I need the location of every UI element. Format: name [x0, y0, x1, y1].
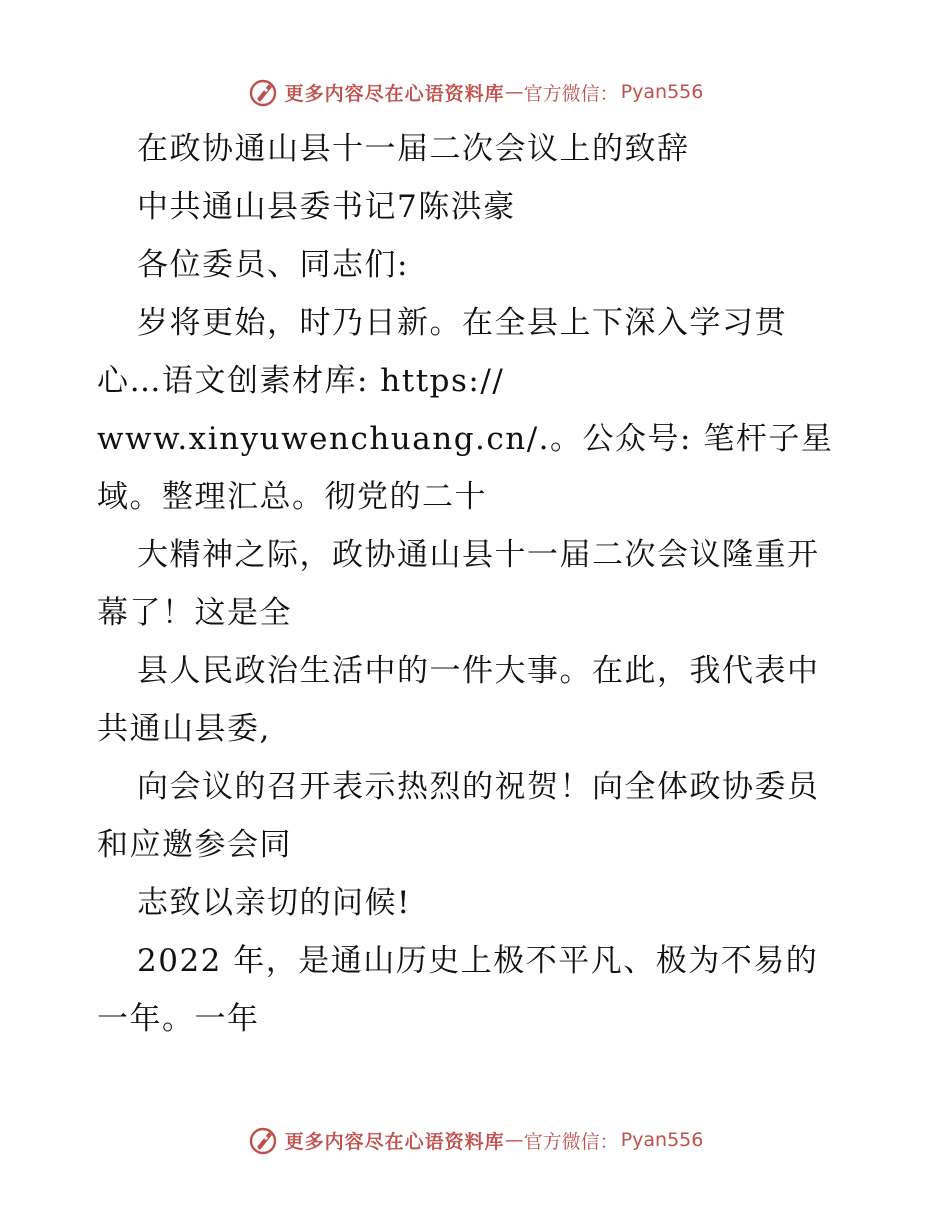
banner-wechat-label: 官方微信：: [523, 82, 619, 105]
footer-banner: [0, 1120, 950, 1160]
pen-nib-logo-icon: [247, 76, 279, 108]
header-banner: [0, 72, 950, 112]
text-line: 在政协通山县十一届二次会议上的致辞: [137, 131, 690, 167]
banner-separator: —: [504, 1129, 524, 1151]
text-line: 大精神之际，政协通山县十一届二次会议隆重开: [137, 537, 820, 573]
text-line: 中共通山县委书记7陈洪豪: [137, 189, 516, 225]
document-body: [97, 120, 857, 1048]
banner-brand: 更多内容尽在心语资料库: [284, 1130, 505, 1153]
pen-nib-logo-icon: [247, 1124, 279, 1156]
text-line: 和应邀参会同: [97, 827, 292, 863]
text-line: 县人民政治生活中的一件大事。在此，我代表中: [137, 653, 820, 689]
text-line: 各位委员、同志们:: [137, 247, 409, 283]
text-line: 域。整理汇总。彻党的二十: [97, 479, 487, 515]
text-line: 向会议的召开表示热烈的祝贺！向全体政协委员: [137, 769, 820, 805]
text-line: 幕了！这是全: [97, 595, 292, 631]
text-line: 心…语文创素材库: https://: [97, 363, 505, 399]
banner-wechat-label: 官方微信：: [523, 1130, 619, 1153]
text-line: 志致以亲切的问候!: [137, 885, 411, 921]
banner-wechat-id: Pyan556: [620, 81, 704, 103]
banner-brand: 更多内容尽在心语资料库: [284, 82, 505, 105]
text-line: 2022 年，是通山历史上极不平凡、极为不易的: [137, 943, 819, 979]
text-line: 一年。一年: [97, 1001, 260, 1037]
text-line: 共通山县委,: [97, 711, 271, 747]
banner-wechat-id: Pyan556: [620, 1129, 704, 1151]
text-line: www.xinyuwenchuang.cn/.。公众号: 笔杆子星: [97, 421, 834, 457]
banner-separator: —: [504, 81, 524, 103]
text-line: 岁将更始，时乃日新。在全县上下深入学习贯: [137, 305, 787, 341]
